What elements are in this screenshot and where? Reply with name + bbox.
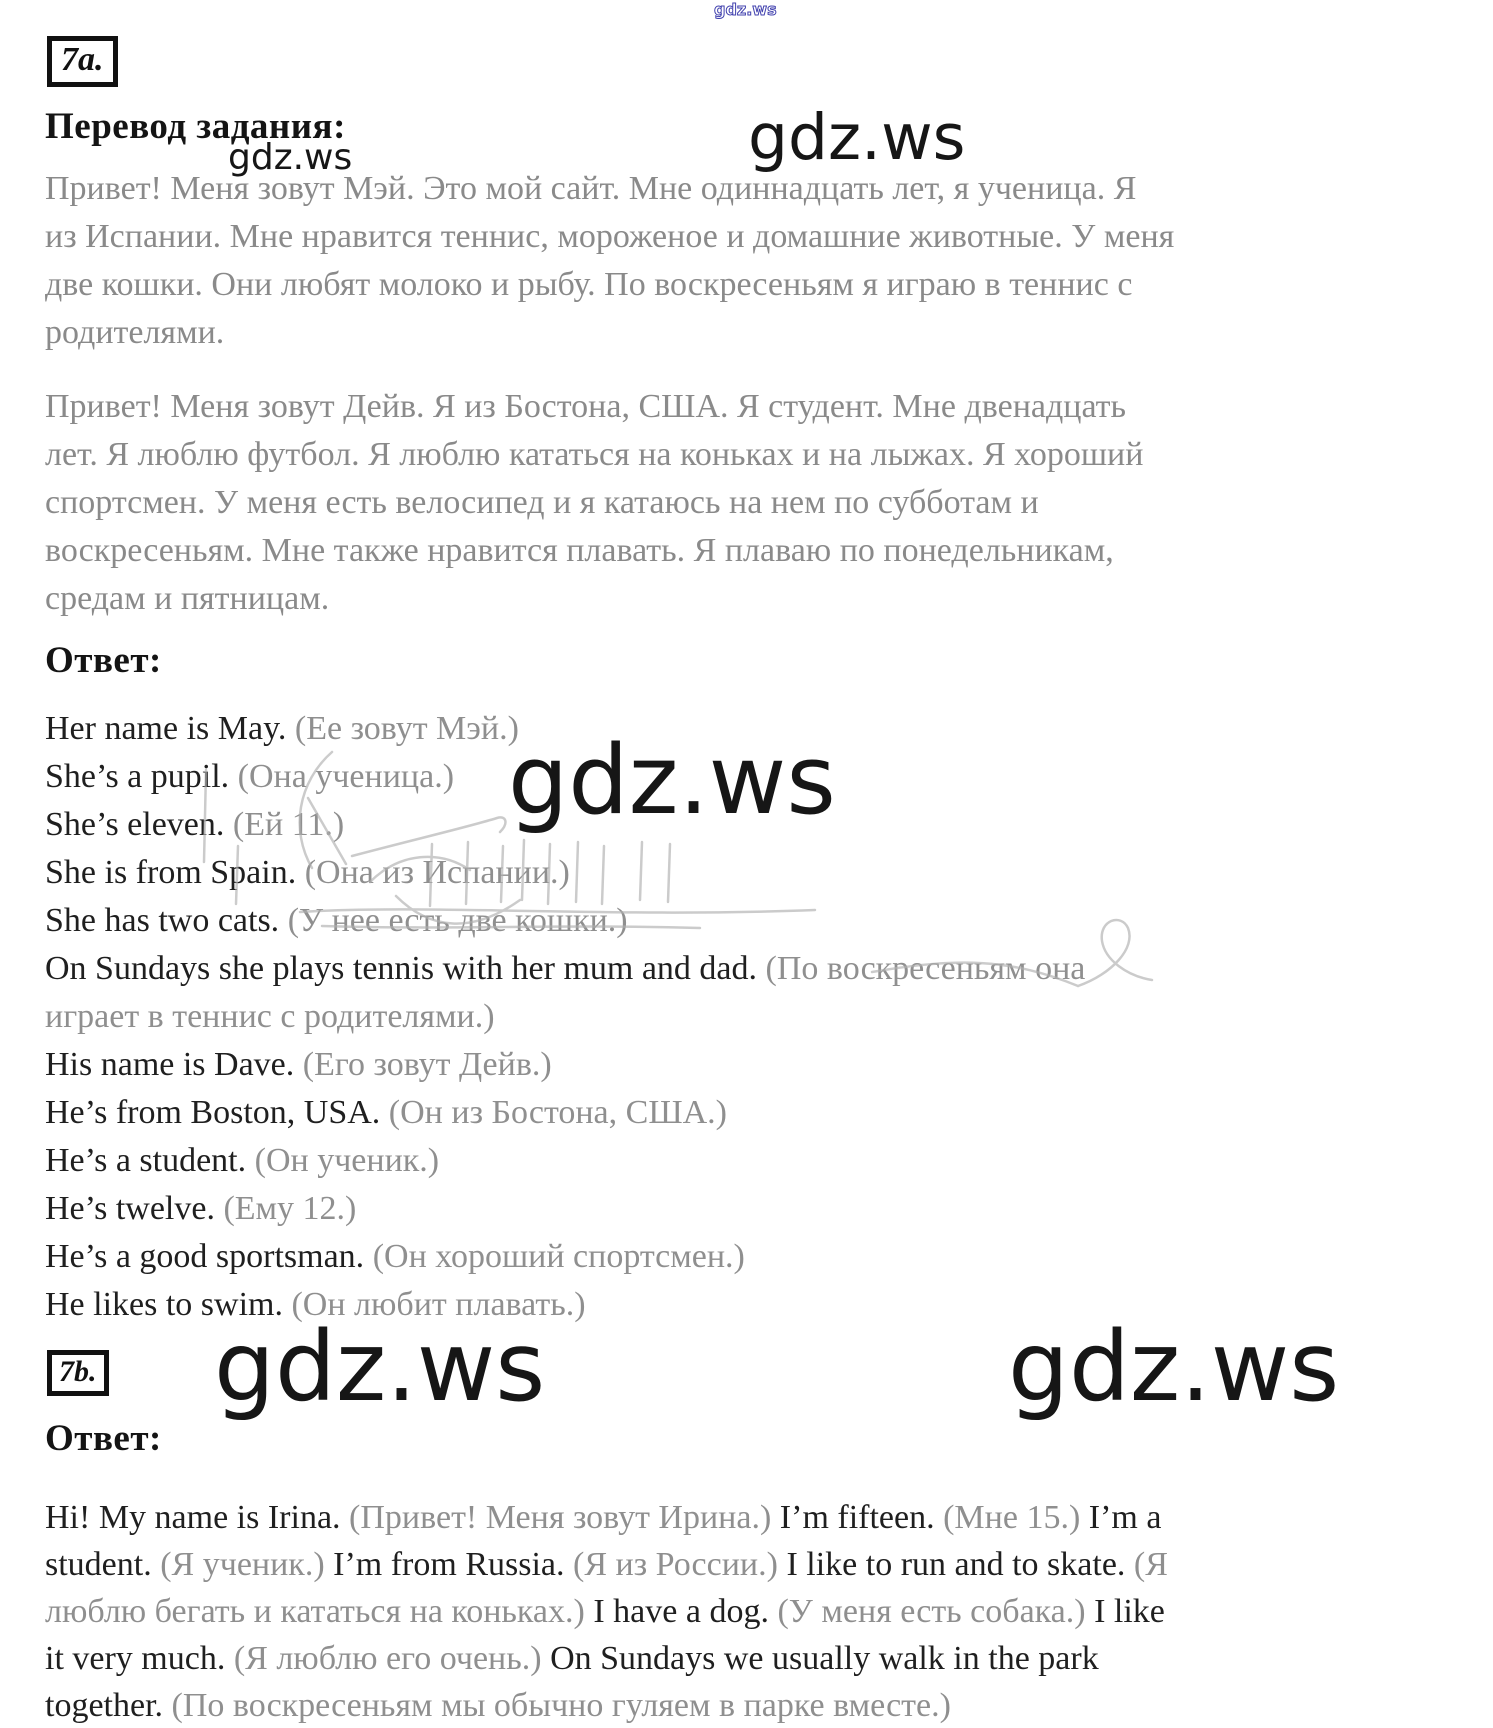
paragraph-line: Привет! Меня зовут Дейв. Я из Бостона, США. Я студент. Мне двенадцать (45, 388, 1127, 425)
answer-paragraph-7b (45, 1494, 1168, 1728)
answer-russian: (Он любит плавать.) (291, 1286, 586, 1323)
answer-line (45, 1281, 1085, 1329)
heading-task-translation: Перевод задания: (45, 106, 346, 147)
answer-line (45, 945, 1085, 993)
answer-list-7a (45, 705, 1085, 1329)
answer-russian: (Ее зовут Мэй.) (294, 710, 519, 747)
watermark-gdz-bottom-left: gdz.ws (214, 1311, 546, 1423)
answer-russian: (Мне 15.) (943, 1499, 1089, 1536)
answer-english: I’m a (1088, 1499, 1162, 1536)
answer-line (45, 1137, 1085, 1185)
answer-russian: (Она ученица.) (237, 758, 455, 795)
paragraph-line: спортсмен. У меня есть велосипед и я катаюсь на нем по субботам и (45, 484, 1039, 521)
answer-line (45, 1089, 1085, 1137)
answer-line (45, 705, 1085, 753)
paragraph-line: лет. Я люблю футбол. Я люблю кататься на коньках и на лыжах. Я хороший (45, 436, 1144, 473)
answer-line (45, 801, 1085, 849)
answer-russian: (Ему 12.) (223, 1190, 357, 1227)
answer-russian: (Привет! Меня зовут Ирина.) (349, 1499, 780, 1536)
answer-line (45, 897, 1085, 945)
paragraph-line: Привет! Меня зовут Мэй. Это мой сайт. Мне одиннадцать лет, я ученица. Я (45, 170, 1137, 207)
paragraph-line: из Испании. Мне нравится теннис, мороженое и домашние животные. У меня (45, 218, 1175, 255)
answer-line (45, 1041, 1085, 1089)
answer-russian: (Я ученик.) (160, 1546, 334, 1583)
answer-english: His name is Dave. (45, 1046, 303, 1083)
answer-english: I have a dog. (593, 1593, 778, 1630)
answer-english: On Sundays she plays tennis with her mum and dad. (45, 950, 766, 987)
answer-english: She’s eleven. (45, 806, 233, 843)
answer-english: She is from Spain. (45, 854, 305, 891)
answer-line (45, 1185, 1085, 1233)
answer-russian: (Я из России.) (573, 1546, 787, 1583)
watermark-gdz-bottom-right: gdz.ws (1008, 1311, 1340, 1423)
answer-russian: играет в теннис с родителями.) (45, 998, 495, 1035)
answer-english: student. (45, 1546, 161, 1583)
answer-russian: (У нее есть две кошки.) (287, 902, 628, 939)
answer-english: He’s a good sportsman. (45, 1238, 373, 1275)
watermark-gdz-large-top: gdz.ws (748, 101, 966, 174)
answer-english: On Sundays we usually walk in the park (550, 1640, 1099, 1677)
exercise-badge-7a: 7a. (47, 36, 118, 87)
answer-russian: (Я люблю его очень.) (233, 1640, 551, 1677)
exercise-badge-7b: 7b. (47, 1350, 109, 1396)
answer-russian: (По воскресеньям она (765, 950, 1086, 987)
paragraph-line: родителями. (45, 314, 225, 351)
answer-english: I’m fifteen. (779, 1499, 944, 1536)
answer-line (45, 849, 1085, 897)
answer-russian: (По воскресеньям мы обычно гуляем в парке вместе.) (171, 1687, 951, 1724)
answer-line (45, 753, 1085, 801)
answer-english: She’s a pupil. (45, 758, 238, 795)
answer-russian: (Я (1133, 1546, 1168, 1583)
answer-english: He’s a student. (45, 1142, 255, 1179)
watermark-gdz-medium-top: gdz.ws (228, 137, 353, 178)
answer-line (45, 1635, 1168, 1682)
paragraph-line: средам и пятницам. (45, 580, 330, 617)
answer-russian: (Ей 11.) (232, 806, 345, 843)
answer-russian: (Он хороший спортсмен.) (372, 1238, 745, 1275)
answer-line (45, 1588, 1168, 1635)
answer-line (45, 1541, 1168, 1588)
answer-english: Her name is May. (45, 710, 295, 747)
answer-russian: (Он ученик.) (254, 1142, 440, 1179)
answer-english: He’s from Boston, USA. (45, 1094, 389, 1131)
answer-russian: люблю бегать и кататься на коньках.) (45, 1593, 594, 1630)
answer-line (45, 1494, 1168, 1541)
answer-english: I’m from Russia. (333, 1546, 573, 1583)
watermark-gdz-large-middle: gdz.ws (508, 726, 836, 836)
answer-russian: (У меня есть собака.) (777, 1593, 1095, 1630)
heading-answer-7a: Ответ: (45, 640, 162, 681)
task-translation-paragraph-dave (45, 383, 1143, 623)
answer-russian: (Она из Испании.) (304, 854, 570, 891)
heading-answer-7b: Ответ: (45, 1418, 162, 1459)
answer-english: He’s twelve. (45, 1190, 224, 1227)
paragraph-line: воскресеньям. Мне также нравится плавать. Я плаваю по понедельникам, (45, 532, 1114, 569)
paragraph-line: две кошки. Они любят молоко и рыбу. По воскресеньям я играю в теннис с (45, 266, 1133, 303)
scribble-loop (1078, 920, 1152, 986)
answer-line-continuation (45, 993, 1085, 1041)
answer-english: it very much. (45, 1640, 234, 1677)
answer-english: I like (1094, 1593, 1165, 1630)
answer-english: I like to run and to skate. (786, 1546, 1134, 1583)
answer-russian: (Его зовут Дейв.) (302, 1046, 552, 1083)
answer-english: He likes to swim. (45, 1286, 292, 1323)
answer-english: Hi! My name is Irina. (45, 1499, 350, 1536)
answer-russian: (Он из Бостона, США.) (388, 1094, 728, 1131)
answer-line (45, 1682, 1168, 1728)
answer-line (45, 1233, 1085, 1281)
answer-english: together. (45, 1687, 172, 1724)
answer-english: She has two cats. (45, 902, 288, 939)
task-translation-paragraph-may (45, 165, 1174, 357)
watermark-gdz-small-top: gdz.ws (714, 0, 777, 19)
